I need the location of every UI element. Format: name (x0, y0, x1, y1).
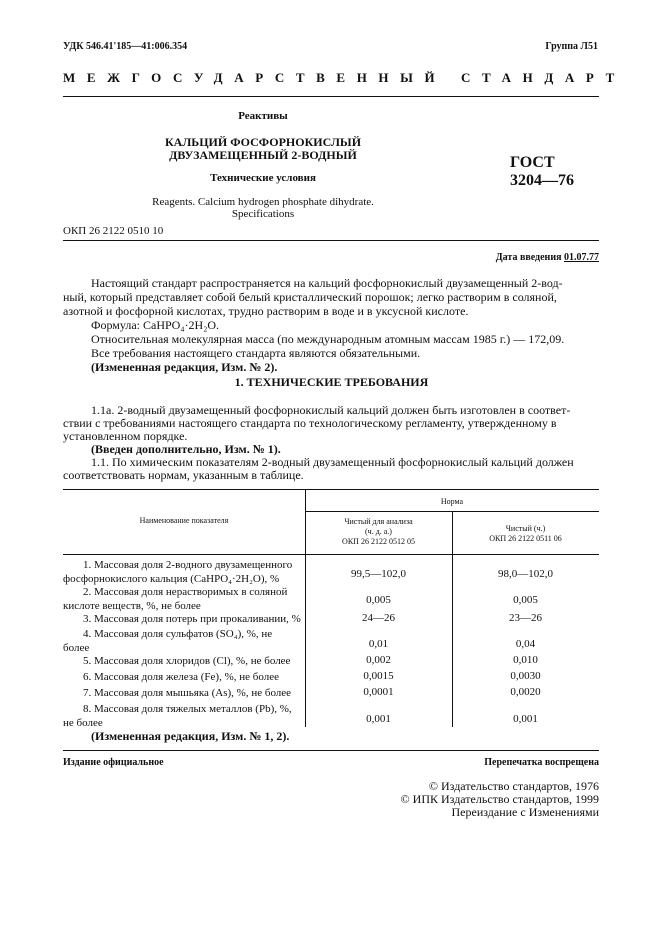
row-8-label-1: 8. Массовая доля тяжелых металлов (Pb), %, (83, 703, 292, 715)
official-edition: Издание официальное (63, 757, 164, 768)
col-b-line-1: Чистый (ч.) (505, 524, 546, 533)
row-8-value-a: 0,001 (366, 713, 391, 725)
formula-line (63, 318, 600, 332)
row-6-value-a: 0,0015 (363, 670, 394, 682)
header-rule (63, 96, 599, 97)
col-a-header (305, 517, 452, 547)
row-1-value-b: 98,0—102,0 (498, 568, 553, 580)
table-row (63, 558, 303, 586)
row-4-label-1: 4. Массовая доля сульфатов (SO₄), %, не (83, 628, 273, 640)
row-4-label-2: более (63, 642, 90, 654)
table-top-rule (63, 489, 599, 490)
gost-number: 3204—76 (510, 172, 574, 189)
col-norm-header: Норма (440, 497, 464, 506)
col-name-header: Наименование показателя (139, 516, 229, 525)
date-value: 01.07.77 (564, 252, 599, 263)
table-row (63, 585, 303, 613)
table-row (63, 612, 305, 626)
row-4-value-a: 0,01 (368, 638, 389, 650)
okp-code: ОКП 26 2122 0510 10 (63, 225, 164, 237)
effective-date (496, 252, 599, 263)
subtitle: Технические условия (210, 172, 316, 184)
p11-line-1: 1.1. По химическим показателям 2-водный двузамещенный фосфорнокислый кальций должен (91, 455, 574, 469)
udk-code: УДК 546.41'185—41:006.354 (63, 41, 188, 52)
row-1-label-1: 1. Массовая доля 2-водного двузамещенного (83, 559, 293, 571)
title-line-1: КАЛЬЦИЙ ФОСФОРНОКИСЛЫЙ (164, 135, 362, 149)
row-1-label-2: фосфорнокислого кальция (CaHPO₄·2H₂O), % (63, 573, 280, 585)
date-label: Дата введения (495, 252, 562, 263)
footer-rule (63, 750, 599, 751)
row-6-value-b: 0,0030 (510, 670, 541, 682)
gost-label: ГОСТ (510, 154, 555, 171)
section-1-heading: 1. ТЕХНИЧЕСКИЕ ТРЕБОВАНИЯ (234, 375, 429, 389)
copyright-1999: © ИПК Издательство стандартов, 1999 (400, 792, 599, 806)
row-5-value-a: 0,002 (366, 654, 391, 666)
row-8-label-2: не более (63, 717, 103, 729)
col-b-header (452, 524, 599, 544)
row-6-label-1: 6. Массовая доля железа (Fe), %, не более (83, 671, 279, 683)
col-a-line-3: ОКП 26 2122 0512 05 (342, 537, 415, 546)
intro-line-1: Настоящий стандарт распространяется на кальций фосфорнокислый двузамещенный 2-вод- (91, 276, 563, 290)
row-2-label-1: 2. Массовая доля нерастворимых в соляной (83, 586, 288, 598)
row-2-label-2: кислоте веществ, %, не более (63, 600, 201, 612)
p11a-line-1: 1.1а. 2-водный двузамещенный фосфорнокислый кальций должен быть изготовлен в соответ- (91, 403, 571, 417)
row-5-value-b: 0,010 (513, 654, 538, 666)
section-1-text (63, 404, 600, 482)
col-a-line-1: Чистый для анализа (344, 517, 413, 526)
row-3-value-a: 24—26 (362, 612, 395, 624)
intro-amendment: (Измененная редакция, Изм. № 2). (91, 360, 278, 374)
row-1-value-a: 99,5—102,0 (351, 568, 406, 580)
col-a-line-2: (ч. д. а.) (365, 527, 392, 536)
introduced-note: (Введен дополнительно, Изм. № 1). (91, 442, 281, 456)
table-row (63, 654, 305, 668)
reissue-note: Переиздание с Изменениями (451, 805, 599, 819)
table-amendment: (Измененная редакция, Изм. № 1, 2). (91, 729, 290, 743)
row-4-value-b: 0,04 (515, 638, 536, 650)
row-3-label-1: 3. Массовая доля потерь при прокаливании, % (83, 613, 301, 625)
row-8-value-b: 0,001 (513, 713, 538, 725)
table-row (63, 686, 305, 700)
english-title-1: Reagents. Calcium hydrogen phosphate dihydrate. (152, 196, 374, 208)
row-2-value-a: 0,005 (366, 594, 391, 606)
reprint-prohibited: Перепечатка воспрещена (484, 757, 599, 768)
col-b-line-2: ОКП 26 2122 0511 06 (489, 534, 562, 543)
row-7-label-1: 7. Массовая доля мышьяка (As), %, не более (83, 687, 292, 699)
formula-value: CaHPO₄·2H₂O. (143, 318, 220, 332)
table-header-rule (63, 554, 599, 555)
category: Реактивы (238, 110, 288, 122)
formula-label: Формула: (91, 318, 144, 332)
intro-line-2: ный, который представляет собой белый кристаллический порошок; легко растворим в соляной, (63, 290, 557, 304)
molecular-mass: Относительная молекулярная масса (по международным атомным массам 1985 г.) — 172,09. (91, 332, 565, 346)
copyright-block (299, 780, 599, 819)
row-7-value-a: 0,0001 (363, 686, 394, 698)
intro-paragraph (63, 276, 600, 374)
p11a-line-3: установленном порядке. (63, 429, 188, 443)
p11a-line-2: ствии с требованиями настоящего стандарта по технологическому регламенту, утвержденному в (63, 416, 557, 430)
standard-banner: МЕЖГОСУДАРСТВЕННЫЙ СТАНДАРТ (63, 70, 626, 85)
table-row (63, 670, 305, 684)
row-5-label-1: 5. Массовая доля хлоридов (Cl), %, не более (83, 655, 291, 667)
title-line-2: ДВУЗАМЕЩЕННЫЙ 2-ВОДНЫЙ (169, 148, 357, 162)
table-row (63, 702, 303, 730)
title-rule (63, 240, 599, 241)
mandatory-note: Все требования настоящего стандарта являются обязательными. (91, 346, 421, 360)
p11-line-2: соответствовать нормам, указанным в таблице. (63, 468, 304, 482)
english-title-2: Specifications (231, 208, 295, 220)
group-code: Группа Л51 (545, 41, 598, 52)
copyright-1976: © Издательство стандартов, 1976 (428, 779, 599, 793)
table-row (63, 627, 303, 655)
row-3-value-b: 23—26 (509, 612, 542, 624)
row-2-value-b: 0,005 (513, 594, 538, 606)
row-7-value-b: 0,0020 (510, 686, 541, 698)
intro-line-3: азотной и фосфорной кислотах, трудно растворим в воде и в уксусной кислоте. (63, 304, 469, 318)
